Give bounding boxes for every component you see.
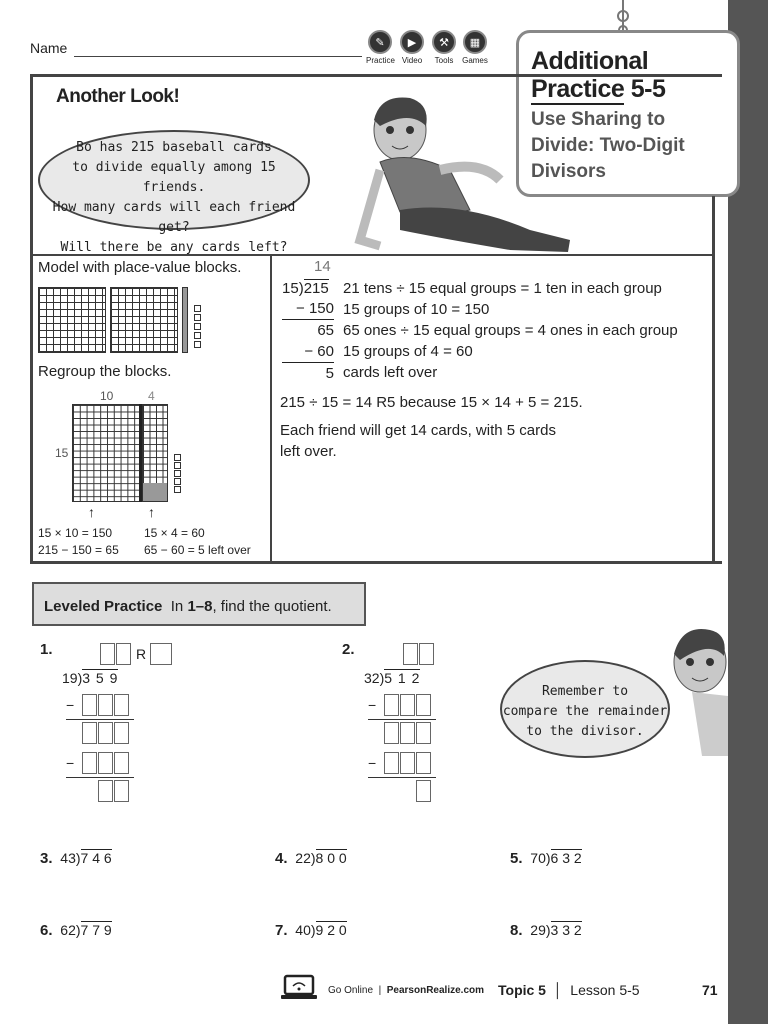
wrench-icon: ⚒: [432, 30, 456, 54]
dividend: 7 7 9: [80, 922, 112, 938]
work-area: [368, 694, 436, 807]
go-online-label: Go Online: [328, 985, 374, 996]
calc-left: [38, 525, 119, 559]
problem-number: 3.: [40, 850, 53, 867]
answer-box[interactable]: [98, 694, 113, 716]
problem-4: 4. 22)8 0 0: [275, 850, 347, 867]
answer-box[interactable]: [416, 752, 431, 774]
answer-box[interactable]: [403, 643, 418, 665]
problem-number: 1.: [40, 641, 53, 658]
name-label: Name: [30, 40, 68, 56]
play-icon: ▶: [400, 30, 424, 54]
lesson-number: 5-5: [630, 75, 666, 103]
explanation: 65 ones ÷ 15 equal groups = 4 ones in each group: [343, 322, 678, 339]
another-look-title: Another Look!: [56, 86, 180, 107]
explanation: 21 tens ÷ 15 equal groups = 1 ten in each group: [343, 280, 662, 297]
step: 5: [325, 365, 334, 382]
tens-rod: [182, 287, 188, 353]
shaded-ones: [143, 483, 167, 501]
tip-line: compare the remainder: [502, 704, 668, 719]
dividend: 5 1 2: [384, 670, 421, 686]
topic-lesson: Topic 5 │ Lesson 5-5: [498, 982, 640, 998]
answer-box[interactable]: [416, 780, 431, 802]
hundred-block: [38, 287, 106, 353]
laptop-icon: [280, 974, 318, 1000]
dividend: 3 5 9: [82, 670, 119, 686]
tools-label: Tools: [434, 56, 454, 65]
explanation: cards left over: [343, 364, 438, 381]
divisor: 15: [282, 280, 299, 297]
problem-number: 5.: [510, 850, 523, 867]
calc-right: [144, 525, 251, 559]
pencil-icon: ✎: [368, 30, 392, 54]
game-icon: ▦: [463, 30, 487, 54]
problem-number: 4.: [275, 850, 288, 867]
problem-6: 6. 62)7 7 9: [40, 922, 112, 939]
problem-5: 5. 70)6 3 2: [510, 850, 582, 867]
video-button[interactable]: [398, 30, 426, 65]
answer-box[interactable]: [116, 643, 131, 665]
subtitle-line1: Use Sharing to: [531, 109, 666, 130]
arrow-up-icon: ↑: [148, 504, 155, 520]
quotient-boxes: [100, 643, 173, 665]
answer-box[interactable]: [419, 643, 434, 665]
work-area: [66, 694, 134, 807]
answer-box[interactable]: [100, 643, 115, 665]
answer-box[interactable]: [400, 694, 415, 716]
subtitle-line3: Divisors: [531, 161, 606, 182]
dividend: 7 4 6: [80, 850, 112, 866]
tip-bubble: [500, 660, 670, 758]
remainder-box[interactable]: [150, 643, 172, 665]
dividend: 3 3 2: [550, 922, 582, 938]
tip-line: to the divisor.: [526, 724, 644, 739]
conclusion-line: Each friend will get 14 cards, with 5 cards: [280, 422, 556, 439]
answer-box[interactable]: [114, 780, 129, 802]
minus-sign: −: [368, 755, 377, 771]
dividend: 8 0 0: [315, 850, 347, 866]
subtitle-line2: Divide: Two-Digit: [531, 135, 685, 156]
bubble-line: to divide equally among 15 friends.: [72, 160, 276, 195]
division-setup: 19)3 5 9: [62, 670, 119, 686]
division-setup: 15)215: [282, 280, 329, 297]
check-equation: 215 ÷ 15 = 14 R5 because 15 × 14 + 5 = 215.: [280, 394, 583, 411]
quotient-boxes: [403, 643, 435, 670]
practice-button[interactable]: [366, 30, 394, 65]
answer-box[interactable]: [384, 694, 399, 716]
quotient: 14: [314, 258, 331, 275]
games-label: Games: [462, 56, 488, 65]
speech-bubble: [38, 130, 310, 255]
answer-box[interactable]: [384, 752, 399, 774]
answer-box[interactable]: [98, 780, 113, 802]
grid-label-4: 4: [148, 389, 155, 403]
step-explanations: [343, 278, 678, 383]
arrow-up-icon: ↑: [88, 504, 95, 520]
answer-box[interactable]: [416, 722, 431, 744]
minus-sign: −: [66, 697, 75, 713]
answer-box[interactable]: [98, 752, 113, 774]
conclusion-line: left over.: [280, 443, 337, 460]
instr-range: 1–8: [187, 598, 213, 615]
answer-box[interactable]: [384, 722, 399, 744]
leftover-cubes: [174, 454, 181, 493]
girl-illustration: [340, 90, 580, 254]
answer-box[interactable]: [400, 752, 415, 774]
answer-box[interactable]: [416, 694, 431, 716]
answer-box[interactable]: [82, 752, 97, 774]
dividend: 6 3 2: [550, 850, 582, 866]
title-line1: Additional: [531, 47, 649, 75]
step: 65: [317, 322, 334, 339]
divisor: 70: [530, 850, 546, 866]
ones-cubes: [194, 305, 201, 348]
video-label: Video: [401, 56, 423, 65]
practice-label: Practice: [366, 56, 395, 65]
leveled-practice-banner: [32, 582, 366, 626]
step: − 150: [282, 298, 334, 320]
problem-3: 3. 43)7 4 6: [40, 850, 112, 867]
divisor: 32: [364, 670, 380, 686]
explanation: 15 groups of 4 = 60: [343, 343, 473, 360]
instr: In: [170, 598, 188, 615]
answer-box[interactable]: [82, 694, 97, 716]
bubble-line: Bo has 215 baseball cards: [76, 140, 272, 155]
tools-button[interactable]: [430, 30, 458, 65]
problem-number: 2.: [342, 641, 355, 658]
model-label: Model with place-value blocks.: [38, 259, 242, 276]
calc-line: 15 × 10 = 150: [38, 526, 113, 540]
lesson-label: Lesson 5-5: [570, 982, 640, 998]
answer-box[interactable]: [82, 722, 97, 744]
minus-sign: −: [368, 697, 377, 713]
divisor: 62: [60, 922, 76, 938]
box-border: [712, 196, 715, 564]
answer-box[interactable]: [400, 722, 415, 744]
page-number: 71: [702, 982, 718, 998]
grid-label-15: 15: [55, 446, 69, 460]
minus-sign: −: [66, 755, 75, 771]
problem-number: 8.: [510, 922, 523, 939]
instr: , find the quotient.: [212, 598, 332, 615]
dividend: 215: [303, 280, 329, 297]
hundred-block: [110, 287, 178, 353]
tip-line: Remember to: [541, 684, 629, 699]
answer-box[interactable]: [98, 722, 113, 744]
explanation: 15 groups of 10 = 150: [343, 301, 490, 318]
divisor: 22: [295, 850, 311, 866]
leveled-title: Leveled Practice: [44, 598, 163, 615]
games-button[interactable]: [461, 30, 489, 65]
title-line2: Practice: [531, 75, 625, 103]
conclusion: [280, 420, 556, 462]
divisor: 40: [295, 922, 311, 938]
division-setup: 32)5 1 2: [364, 670, 421, 686]
bubble-line: How many cards will each friend get?: [52, 200, 296, 235]
site-link[interactable]: PearsonRealize.com: [386, 985, 485, 996]
calc-line: 15 × 4 = 60: [144, 526, 205, 540]
boy-illustration: [662, 616, 754, 756]
answer-box[interactable]: [114, 694, 129, 716]
calc-line: 215 − 150 = 65: [38, 543, 119, 557]
answer-box[interactable]: [114, 752, 129, 774]
regroup-label: Regroup the blocks.: [38, 363, 172, 380]
division-steps: [282, 298, 334, 384]
calc-line: 65 − 60 = 5 left over: [144, 543, 251, 557]
problem-8: 8. 29)3 3 2: [510, 922, 582, 939]
regrouped-grid-tens: [72, 404, 140, 502]
divider: [30, 254, 714, 256]
grid-label-10: 10: [100, 389, 114, 403]
topic-label: Topic 5: [498, 982, 546, 998]
divisor: 43: [60, 850, 76, 866]
go-online-link[interactable]: Go Online | PearsonRealize.com: [328, 985, 485, 996]
divisor: 19: [62, 670, 78, 686]
problem-number: 7.: [275, 922, 288, 939]
step: − 60: [282, 341, 334, 363]
bubble-line: Will there be any cards left?: [60, 240, 288, 255]
divider: [270, 254, 272, 562]
problem-7: 7. 40)9 2 0: [275, 922, 347, 939]
problem-number: 6.: [40, 922, 53, 939]
name-field[interactable]: [74, 56, 362, 57]
dividend: 9 2 0: [315, 922, 347, 938]
answer-box[interactable]: [114, 722, 129, 744]
remainder-label: R: [136, 646, 147, 662]
divisor: 29: [530, 922, 546, 938]
